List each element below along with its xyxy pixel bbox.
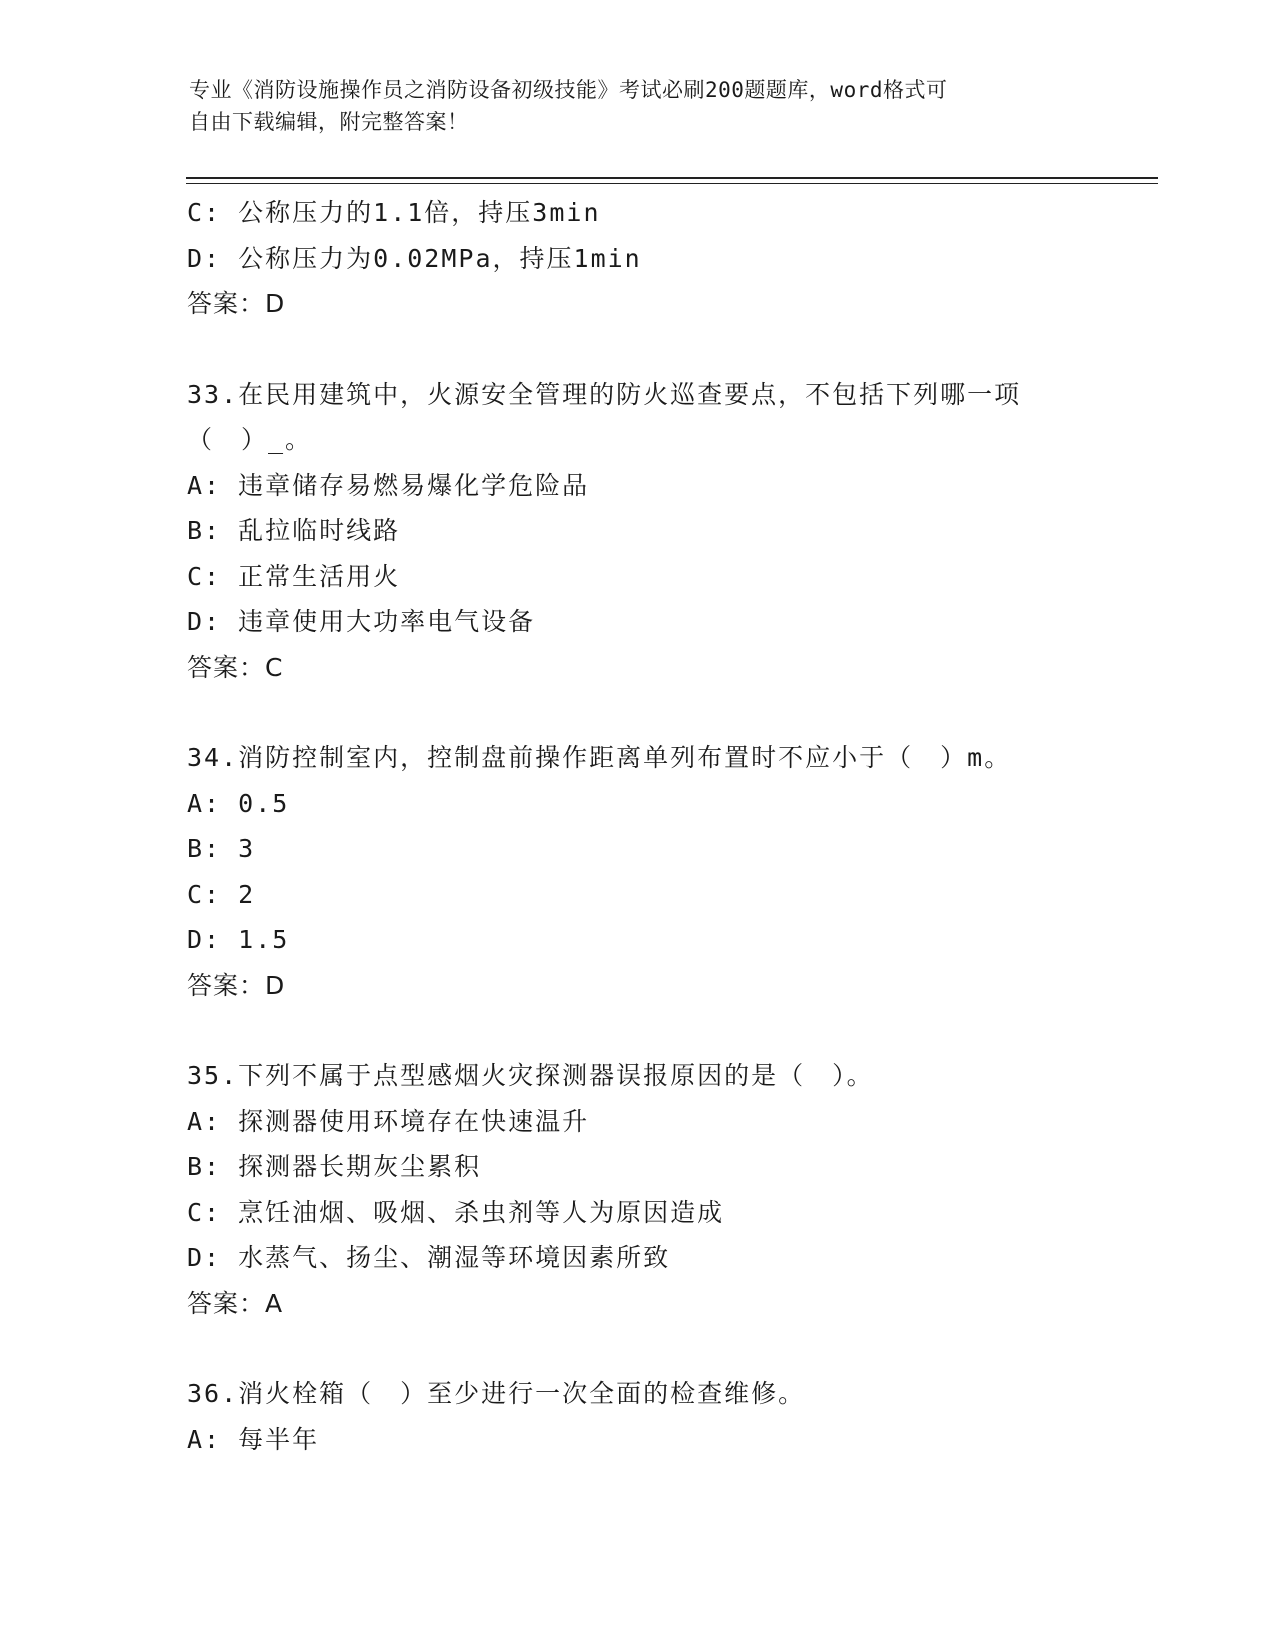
header-divider-thick <box>186 177 1158 179</box>
q33-stem-line-2: （ ）_。 <box>187 425 313 454</box>
q33-option-c: C: 正常生活用火 <box>187 561 401 591</box>
q32-option-d: D: 公称压力为0.02MPa，持压1min <box>187 243 642 273</box>
q34-option-d: D: 1.5 <box>187 925 290 954</box>
q34-option-b: B: 3 <box>187 834 256 863</box>
q32-option-c: C: 公称压力的1.1倍，持压3min <box>187 198 601 227</box>
q34-option-a: A: 0.5 <box>187 788 290 818</box>
q32-answer: 答案：D <box>187 289 286 318</box>
q35-option-a: A: 探测器使用环境存在快速温升 <box>187 1106 590 1136</box>
q34-answer: 答案：D <box>187 970 286 1000</box>
q33-answer: 答案：C <box>187 652 284 682</box>
header-line-2: 自由下载编辑，附完整答案！ <box>189 110 469 134</box>
q35-answer: 答案：A <box>187 1288 284 1318</box>
q33-option-b: B: 乱拉临时线路 <box>187 516 401 545</box>
q35-option-c: C: 烹饪油烟、吸烟、杀虫剂等人为原因造成 <box>187 1197 725 1227</box>
q35-option-b: B: 探测器长期灰尘累积 <box>187 1152 482 1181</box>
q33-option-a: A: 违章储存易燃易爆化学危险品 <box>187 470 590 500</box>
q33-stem-line-1: 33.在民用建筑中，火源安全管理的防火巡查要点，不包括下列哪一项 <box>187 379 1022 409</box>
header-line-1: 专业《消防设施操作员之消防设备初级技能》考试必刷200题题库，word格式可 <box>189 78 948 102</box>
q35-stem: 35.下列不属于点型感烟火灾探测器误报原因的是（ ）。 <box>187 1061 874 1090</box>
q35-option-d: D: 水蒸气、扬尘、潮湿等环境因素所致 <box>187 1243 671 1272</box>
header-divider-thin <box>186 183 1158 184</box>
q33-option-d: D: 违章使用大功率电气设备 <box>187 607 536 636</box>
q36-stem: 36.消火栓箱（ ）至少进行一次全面的检查维修。 <box>187 1379 806 1408</box>
q34-stem: 34.消防控制室内，控制盘前操作距离单列布置时不应小于（ ）m。 <box>187 743 1012 772</box>
q34-option-c: C: 2 <box>187 879 256 909</box>
q36-option-a: A: 每半年 <box>187 1424 320 1454</box>
question-list <box>187 190 1087 1462</box>
document-header <box>189 74 1089 138</box>
